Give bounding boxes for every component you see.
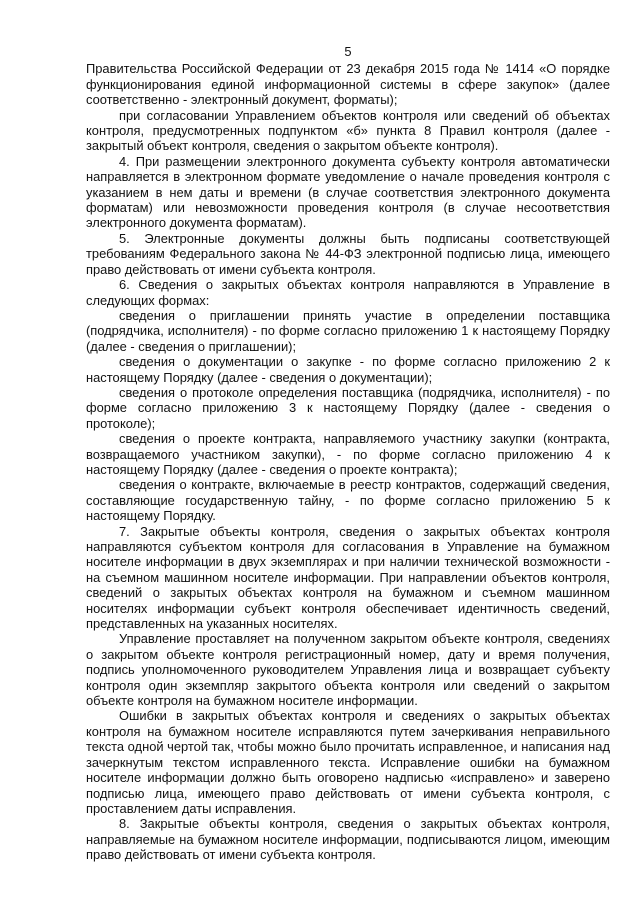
list-item-documentation: сведения о документации о закупке - по форме согласно приложению 2 к настоящему Порядку (далее - сведения о документации); [86, 354, 610, 385]
list-item-contract: сведения о контракте, включаемые в реестр контрактов, содержащий сведения, составляющие государственную тайну, - по форме согласно приложению 5 к настоящему Порядку. [86, 477, 610, 524]
paragraph-4: 4. При размещении электронного документа субъекту контроля автоматически направляется в электронном формате уведомление о начале проведения контроля с указанием в нем даты и времени (в случае соответствия электронного документа форматам) или невозможности проведения контроля (в случае несоответствия электронного документа форматам). [86, 153, 610, 231]
paragraph-6: 6. Сведения о закрытых объектах контроля направляются в Управление в следующих формах: [86, 277, 610, 308]
paragraph-5: 5. Электронные документы должны быть подписаны соответствующей требованиям Федерального закона № 44-ФЗ электронной подписью лица, имеющего право действовать от имени субъекта контроля. [86, 230, 610, 277]
paragraph-registration: Управление проставляет на полученном закрытом объекте контроля, сведениях о закрытом объекте контроля регистрационный номер, дату и время получения, подпись уполномоченного руководителем Управления лица и возвращает субъекту контроля один экземпляр закрытого объекта контроля или сведений о закрытом объекте контроля на бумажном носителе информации. [86, 631, 610, 709]
list-item-draft-contract: сведения о проекте контракта, направляемого участнику закупки (контракта, возвращаемого участником закупки), - по форме согласно приложению 4 к настоящему Порядку (далее - сведения о проекте контракта); [86, 431, 610, 477]
paragraph-closed-objects-definition: при согласовании Управлением объектов контроля или сведений об объектах контроля, предусмотренных подпунктом «б» пункта 8 Правил контроля (далее - закрытый объект контроля, сведения о закрытом объекте контроля). [86, 107, 610, 154]
paragraph-8: 8. Закрытые объекты контроля, сведения о закрытых объектах контроля, направляемые на бумажном носителе информации, подписываются лицом, имеющим право действовать от имени субъекта контроля. [86, 816, 610, 863]
list-item-invitation: сведения о приглашении принять участие в определении поставщика (подрядчика, исполнителя) - по форме согласно приложению 1 к настоящему Порядку (далее - сведения о приглашении); [86, 307, 610, 354]
paragraph-continuation: Правительства Российской Федерации от 23 декабря 2015 года № 1414 «О порядке функционирования единой информационной системы в сфере закупок» (далее соответственно - электронный документ, форматы); [86, 61, 610, 108]
paragraph-7: 7. Закрытые объекты контроля, сведения о закрытых объектах контроля направляются субъектом контроля для согласования в Управление на бумажном носителе информации в двух экземплярах и при наличии технической возможности - на съемном машинном носителе информации. При направлении объектов контроля, сведений о закрытых объектах контроля на бумажном и съемном машинном носителях информации субъект контроля обеспечивает идентичность сведений, представленных на указанных носителях. [86, 523, 610, 632]
list-item-protocol: сведения о протоколе определения поставщика (подрядчика, исполнителя) - по форме согласно приложению 3 к настоящему Порядку (далее - сведения о протоколе); [86, 384, 610, 431]
page-number: 5 [344, 44, 352, 59]
document-page [86, 44, 610, 863]
paragraph-errors: Ошибки в закрытых объектах контроля и сведениях о закрытых объектах контроля на бумажном носителе исправляются путем зачеркивания неправильного текста одной чертой так, чтобы можно было прочитать исправленное, и написания над зачеркнутым текстом исправленного текста. Исправление ошибки на бумажном носителе информации должно быть оговорено надписью «исправлено» и заверено подписью лица, имеющего право действовать от имени субъекта контроля, с проставлением даты исправления. [86, 708, 610, 816]
